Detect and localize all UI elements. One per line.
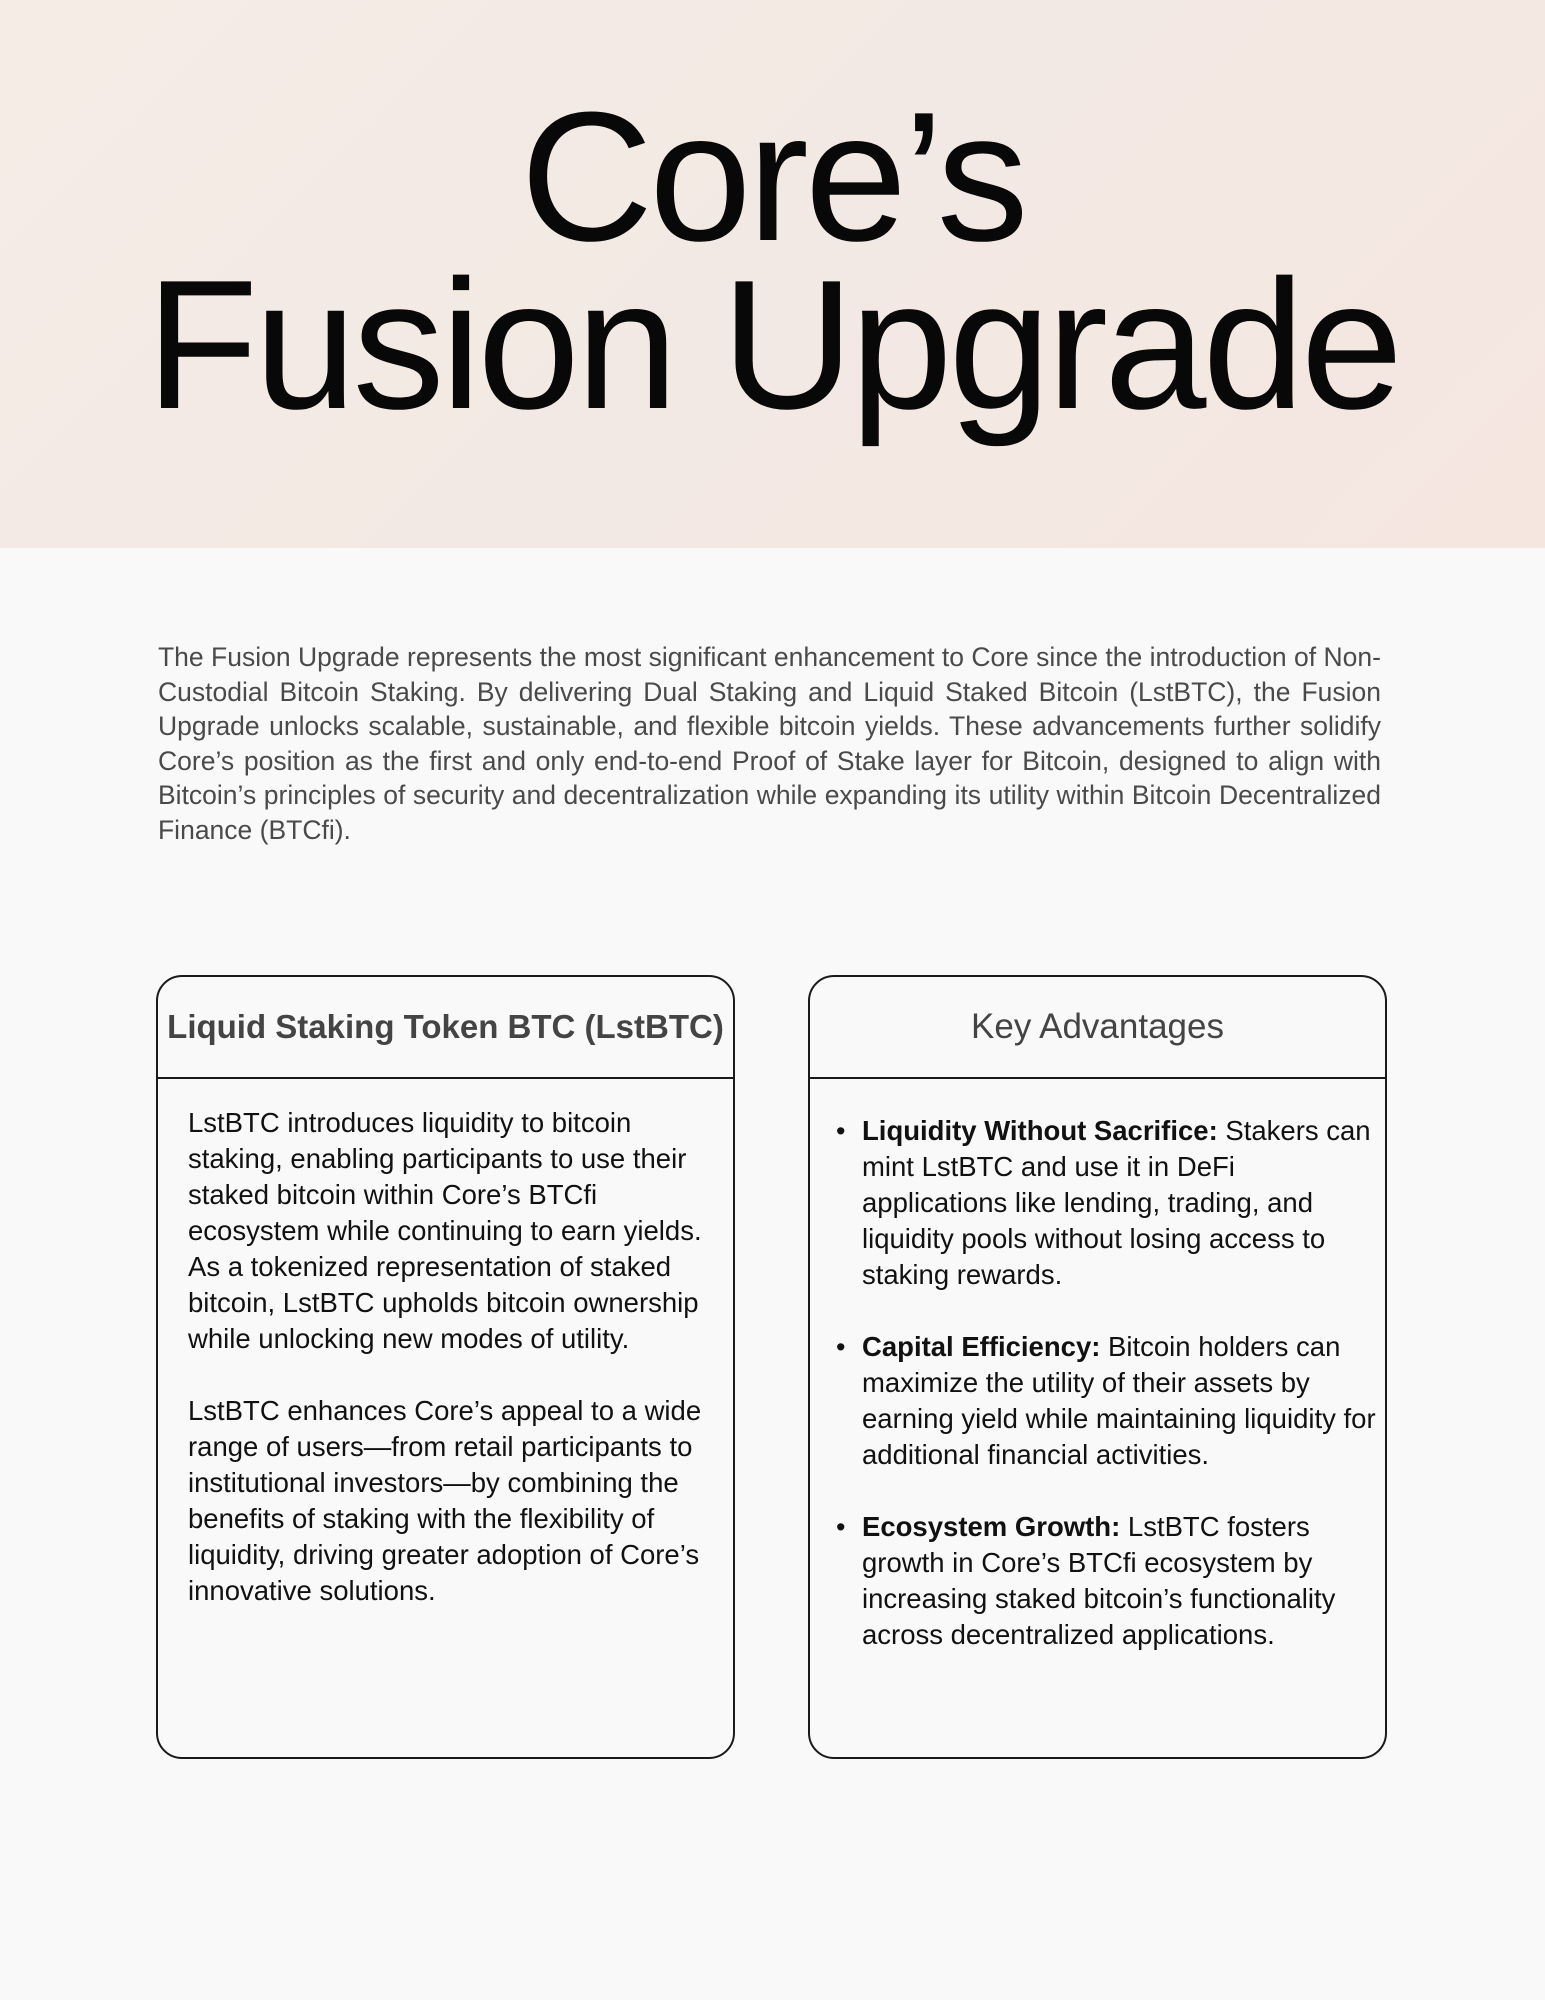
lstbtc-paragraph-1: LstBTC introduces liquidity to bitcoin staking, enabling participants to use their staked bitcoin within Core’s BTCfi ecosystem while continuing to earn yields. As a tokenized representation of staked bitcoin, LstBTC upholds bitcoin ownership while unlocking new modes of utility. [188,1107,702,1354]
key-advantages-body [810,1079,1385,1653]
bullet-icon: • [836,1512,846,1542]
hero-banner [0,0,1545,548]
key-advantages-title: Key Advantages [810,977,1385,1079]
lstbtc-card [156,975,735,1759]
advantage-text: Bitcoin holders can maximize the utility of their assets by earning yield while maintaining liquidity for additional financial activities. [862,1331,1376,1470]
key-advantages-card [808,975,1387,1759]
advantage-label: Liquidity Without Sacrifice: [862,1115,1218,1146]
title-line-1: Core’s [520,73,1025,279]
advantage-item [836,1113,1377,1293]
advantages-list [836,1113,1377,1653]
bullet-icon: • [836,1332,846,1362]
lstbtc-card-title: Liquid Staking Token BTC (LstBTC) [158,977,733,1079]
lstbtc-paragraph-2: LstBTC enhances Core’s appeal to a wide range of users—from retail participants to institutional investors—by combining the benefits of staking with the flexibility of liquidity, driving greater adoption of Core’s innovative solutions. [188,1395,702,1606]
advantage-item [836,1329,1377,1473]
page-title [0,73,1545,447]
advantage-label: Ecosystem Growth: [862,1511,1121,1542]
lstbtc-card-body [158,1079,733,1609]
advantage-item [836,1509,1377,1653]
title-line-2: Fusion Upgrade [145,241,1400,447]
advantage-label: Capital Efficiency: [862,1331,1101,1362]
bullet-icon: • [836,1116,846,1146]
advantage-text: LstBTC fosters growth in Core’s BTCfi ecosystem by increasing staked bitcoin’s functionality across decentralized applications. [862,1511,1336,1650]
advantage-text: Stakers can mint LstBTC and use it in DeFi applications like lending, trading, and liquidity pools without losing access to staking rewards. [862,1115,1371,1290]
intro-paragraph: The Fusion Upgrade represents the most significant enhancement to Core since the introduction of Non-Custodial Bitcoin Staking. By delivering Dual Staking and Liquid Staked Bitcoin (LstBTC), the Fusion Upgrade unlocks scalable, sustainable, and flexible bitcoin yields. These advancements further solidify Core’s position as the first and only end-to-end Proof of Stake layer for Bitcoin, designed to align with Bitcoin’s principles of security and decentralization while expanding its utility within Bitcoin Decentralized Finance (BTCfi). [158,642,1381,845]
